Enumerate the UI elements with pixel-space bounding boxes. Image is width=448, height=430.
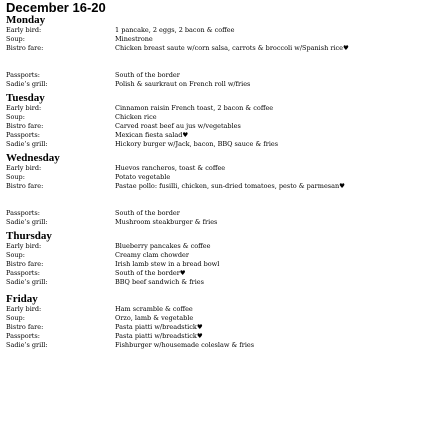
row-label: Early bird: [6, 305, 42, 313]
row-value: Mushroom steakburger & fries [115, 218, 218, 226]
row-label: Sadie’s grill: [6, 80, 48, 88]
row-label: Sadie’s grill: [6, 140, 48, 148]
row-value: Potato vegetable [115, 173, 171, 181]
row-label: Early bird: [6, 104, 42, 112]
row-value: Hickory burger w/Jack, bacon, BBQ sauce & fries [115, 140, 279, 148]
menu-title: December 16-20 [6, 0, 106, 15]
row-label: Bistro fare: [6, 122, 44, 130]
row-value: Huevos rancheros, toast & coffee [115, 164, 226, 172]
row-value: Chicken breast saute w/corn salsa, carrots & broccoli w/Spanish rice♥ [115, 44, 349, 52]
row-value: Pastae pollo: fusilli, chicken, sun-dried tomatoes, pesto & parmesan♥ [115, 182, 346, 190]
row-value: Orzo, lamb & vegetable [115, 314, 194, 322]
row-label: Passports: [6, 209, 40, 217]
day-heading-friday: Friday [6, 293, 38, 305]
row-label: Soup: [6, 113, 25, 121]
row-label: Passports: [6, 131, 40, 139]
row-value: 1 pancake, 2 eggs, 2 bacon & coffee [115, 26, 235, 34]
row-label: Early bird: [6, 26, 42, 34]
row-value: Cinnamon raisin French toast, 2 bacon & coffee [115, 104, 274, 112]
row-label: Passports: [6, 269, 40, 277]
row-value: Mexican fiesta salad♥ [115, 131, 189, 139]
row-label: Soup: [6, 251, 25, 259]
row-value: Irish lamb stew in a bread bowl [115, 260, 220, 268]
row-value: South of the border♥ [115, 269, 186, 277]
row-label: Bistro fare: [6, 182, 44, 190]
row-label: Bistro fare: [6, 44, 44, 52]
day-heading-monday: Monday [6, 14, 46, 26]
row-value: Pasta piatti w/breadstick♥ [115, 323, 203, 331]
row-label: Soup: [6, 35, 25, 43]
row-label: Soup: [6, 314, 25, 322]
row-label: Sadie’s grill: [6, 218, 48, 226]
row-label: Sadie’s grill: [6, 341, 48, 349]
day-heading-tuesday: Tuesday [6, 92, 45, 104]
row-value: Blueberry pancakes & coffee [115, 242, 211, 250]
row-label: Passports: [6, 332, 40, 340]
row-value: Chicken rice [115, 113, 157, 121]
day-heading-thursday: Thursday [6, 230, 52, 242]
row-value: Fishburger w/housemade coleslaw & fries [115, 341, 255, 349]
row-label: Bistro fare: [6, 323, 44, 331]
row-value: Minestrone [115, 35, 153, 43]
row-label: Early bird: [6, 242, 42, 250]
day-heading-wednesday: Wednesday [6, 152, 60, 164]
row-label: Sadie’s grill: [6, 278, 48, 286]
row-value: Polish & saurkraut on French roll w/fries [115, 80, 251, 88]
row-value: Creamy clam chowder [115, 251, 189, 259]
row-value: BBQ beef sandwich & fries [115, 278, 204, 286]
row-label: Soup: [6, 173, 25, 181]
row-label: Early bird: [6, 164, 42, 172]
row-value: Carved roast beef au jus w/vegetables [115, 122, 241, 130]
row-value: Ham scramble & coffee [115, 305, 193, 313]
row-value: South of the border [115, 71, 180, 79]
row-label: Passports: [6, 71, 40, 79]
row-label: Bistro fare: [6, 260, 44, 268]
row-value: South of the border [115, 209, 180, 217]
row-value: Pasta piatti w/breadstick♥ [115, 332, 203, 340]
